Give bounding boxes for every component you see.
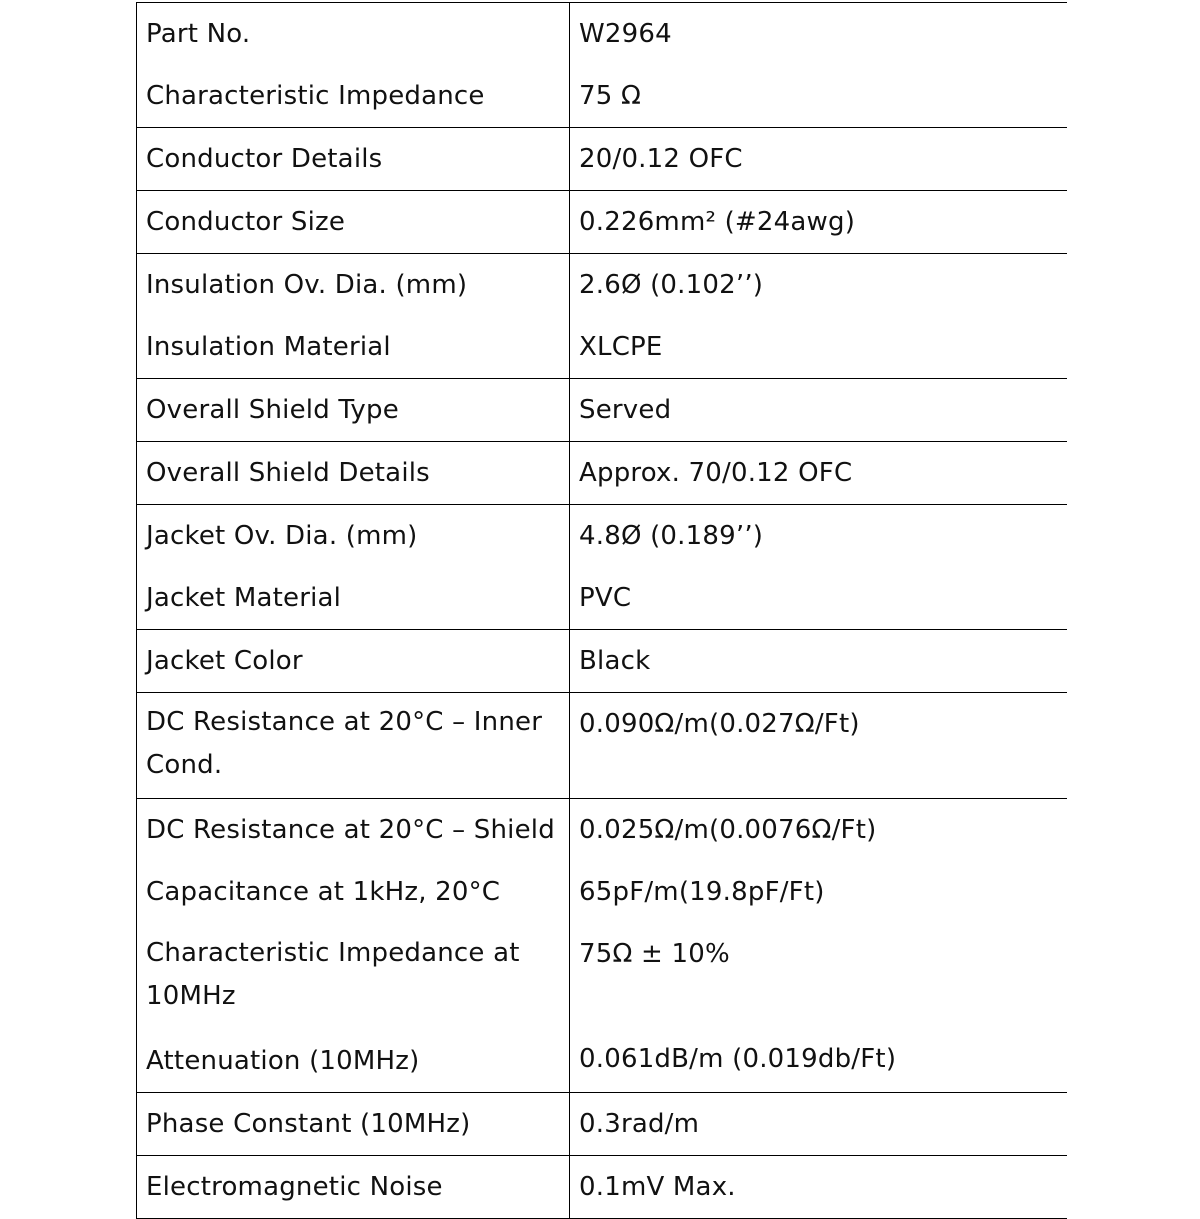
table-row (137, 505, 1067, 630)
spec-value: Approx. 70/0.12 OFC (579, 458, 853, 488)
spec-value: PVC (579, 583, 632, 613)
spec-label: Overall Shield Type (146, 395, 399, 425)
spec-value-cell (570, 799, 1067, 1093)
spec-label: Characteristic Impedance (146, 81, 485, 111)
table-row (137, 191, 1067, 254)
spec-label: Insulation Material (146, 332, 391, 362)
spec-value-cell (570, 3, 1067, 128)
table-row (137, 799, 1067, 1093)
spec-value: 0.061dB/m (0.019db/Ft) (579, 1044, 897, 1074)
spec-label: Attenuation (10MHz) (146, 1046, 420, 1076)
spec-value-cell (570, 191, 1067, 254)
spec-label-cell (137, 693, 570, 799)
spec-value-cell (570, 128, 1067, 191)
spec-label-cell (137, 1093, 570, 1156)
table-row (137, 1156, 1067, 1219)
spec-value: W2964 (579, 19, 672, 49)
spec-value: Served (579, 395, 672, 425)
spec-value: 2.6Ø (0.102’’) (579, 270, 764, 300)
spec-label: Jacket Ov. Dia. (mm) (146, 521, 418, 551)
spec-value: 20/0.12 OFC (579, 144, 743, 174)
spec-value: 0.3rad/m (579, 1109, 700, 1139)
spec-value: 65pF/m(19.8pF/Ft) (579, 877, 825, 907)
spec-label-cell (137, 505, 570, 630)
spec-value: XLCPE (579, 332, 663, 362)
table-row (137, 442, 1067, 505)
spec-label: Conductor Details (146, 144, 383, 174)
spec-label: DC Resistance at 20°C – Shield (146, 815, 555, 845)
spec-value-cell (570, 442, 1067, 505)
spec-label: DC Resistance at 20°C – Inner Cond. (146, 707, 543, 780)
spec-value-cell (570, 379, 1067, 442)
spec-label: Jacket Color (146, 646, 303, 676)
table-row (137, 379, 1067, 442)
spec-label-cell (137, 128, 570, 191)
table-row (137, 128, 1067, 191)
spec-label-cell (137, 799, 570, 1093)
spec-value-cell (570, 1156, 1067, 1219)
spec-value-cell (570, 505, 1067, 630)
table-row (137, 3, 1067, 128)
spec-value: 75 Ω (579, 81, 642, 111)
spec-value-cell (570, 254, 1067, 379)
table-row (137, 693, 1067, 799)
spec-label: Overall Shield Details (146, 458, 430, 488)
spec-value: 0.226mm² (#24awg) (579, 207, 856, 237)
spec-label: Characteristic Impedance at 10MHz (146, 938, 520, 1011)
table-row (137, 254, 1067, 379)
spec-value: 0.090Ω/m(0.027Ω/Ft) (579, 709, 860, 739)
spec-value-cell (570, 693, 1067, 799)
table-row (137, 1093, 1067, 1156)
spec-label: Phase Constant (10MHz) (146, 1109, 471, 1139)
spec-value: 0.1mV Max. (579, 1172, 736, 1202)
spec-value: 75Ω ± 10% (579, 939, 730, 969)
spec-label-cell (137, 254, 570, 379)
spec-label-cell (137, 3, 570, 128)
table-row (137, 630, 1067, 693)
spec-label: Insulation Ov. Dia. (mm) (146, 270, 468, 300)
spec-table (136, 2, 1067, 1219)
spec-label-cell (137, 1156, 570, 1219)
spec-label-cell (137, 630, 570, 693)
spec-label: Jacket Material (146, 583, 342, 613)
spec-label: Capacitance at 1kHz, 20°C (146, 877, 501, 907)
spec-label-cell (137, 379, 570, 442)
spec-label: Part No. (146, 19, 251, 49)
spec-label: Conductor Size (146, 207, 346, 237)
spec-value: 4.8Ø (0.189’’) (579, 521, 764, 551)
spec-value: 0.025Ω/m(0.0076Ω/Ft) (579, 815, 877, 845)
spec-label: Electromagnetic Noise (146, 1172, 443, 1202)
spec-value-cell (570, 1093, 1067, 1156)
spec-value-cell (570, 630, 1067, 693)
spec-value: Black (579, 646, 651, 676)
spec-label-cell (137, 191, 570, 254)
spec-label-cell (137, 442, 570, 505)
